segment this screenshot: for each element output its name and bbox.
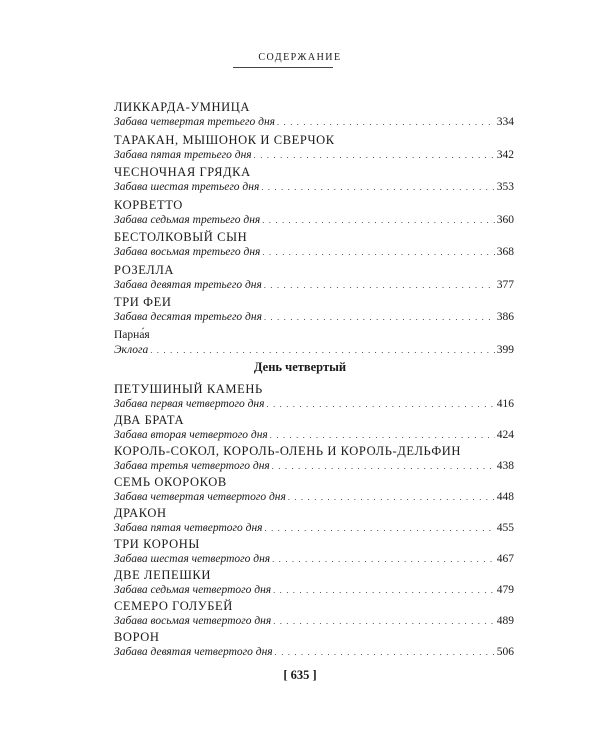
toc-entry bbox=[114, 133, 514, 166]
entry-subtitle: Забава десятая третьего дня bbox=[114, 311, 262, 323]
entry-line bbox=[114, 278, 514, 293]
toc-entry bbox=[114, 413, 514, 444]
entry-title: ЧЕСНОЧНАЯ ГРЯДКА bbox=[114, 165, 251, 179]
dot-leader bbox=[275, 645, 495, 660]
entry-line bbox=[114, 490, 514, 505]
page-number: 353 bbox=[496, 181, 514, 193]
entry-subtitle: Забава седьмая третьего дня bbox=[114, 213, 261, 226]
entry-title: ТРИ КОРОНЫ bbox=[114, 537, 200, 551]
entry-subtitle: Забава пятая третьего дня bbox=[114, 148, 252, 161]
toc-entry bbox=[114, 568, 514, 599]
dot-leader bbox=[265, 521, 495, 536]
entry-subtitle: Забава шестая третьего дня bbox=[114, 181, 260, 193]
toc-entry bbox=[114, 506, 514, 537]
toc-entry bbox=[114, 198, 514, 231]
entry-line bbox=[114, 343, 514, 358]
dot-leader bbox=[273, 614, 495, 629]
entry-subtitle: Забава четвертая четвертого дня bbox=[114, 491, 286, 503]
page-number: 438 bbox=[496, 460, 514, 472]
entry-line bbox=[114, 148, 514, 163]
toc-entry bbox=[114, 537, 514, 568]
dot-leader bbox=[288, 490, 495, 505]
dot-leader bbox=[272, 459, 495, 474]
toc-entry bbox=[114, 263, 514, 296]
dot-leader bbox=[264, 278, 495, 293]
page-number: 424 bbox=[496, 429, 514, 441]
entry-title: ЛИККАРДА-УМНИЦА bbox=[114, 100, 251, 114]
entry-subtitle: Забава вторая четвертого дня bbox=[114, 429, 268, 441]
entry-title: ДВА БРАТА bbox=[114, 413, 185, 427]
entry-title: ДРАКОН bbox=[114, 506, 167, 520]
page-number: 334 bbox=[496, 116, 514, 128]
dot-leader bbox=[261, 180, 494, 195]
page-number: 489 bbox=[496, 615, 514, 627]
page-number: 360 bbox=[496, 213, 514, 226]
entry-line bbox=[114, 614, 514, 629]
page-number: 416 bbox=[496, 398, 514, 410]
toc-entry bbox=[114, 444, 514, 475]
entry-line bbox=[114, 459, 514, 474]
entry-subtitle: Забава восьмая третьего дня bbox=[114, 246, 261, 258]
page-number: 506 bbox=[496, 646, 514, 658]
section-heading: День четвертый bbox=[253, 360, 347, 374]
entry-title: СЕМЕРО ГОЛУБЕЙ bbox=[114, 599, 233, 613]
entry-subtitle: Забава четвертая третьего дня bbox=[114, 116, 275, 128]
entry-line bbox=[114, 310, 514, 325]
entry-line bbox=[114, 521, 514, 536]
header-rule bbox=[233, 67, 333, 68]
toc-entry bbox=[114, 295, 514, 328]
toc-entry bbox=[114, 599, 514, 630]
entry-line bbox=[114, 245, 514, 260]
dot-leader bbox=[273, 583, 495, 598]
entry-title: ТАРАКАН, МЫШОНОК И СВЕРЧОК bbox=[114, 132, 335, 147]
dot-leader bbox=[262, 213, 494, 228]
dot-leader bbox=[270, 428, 495, 443]
page-number: 342 bbox=[496, 148, 514, 161]
dot-leader bbox=[150, 343, 494, 358]
dot-leader bbox=[262, 245, 494, 260]
entry-line bbox=[114, 213, 514, 228]
entry-subtitle: Эклога bbox=[114, 343, 149, 356]
entry-subtitle: Забава восьмая четвертого дня bbox=[114, 615, 272, 627]
entry-subtitle: Забава пятая четвертого дня bbox=[114, 522, 263, 534]
entry-line bbox=[114, 552, 514, 567]
toc-entry bbox=[114, 475, 514, 506]
entry-subtitle: Забава седьмая четвертого дня bbox=[114, 584, 272, 596]
entry-line bbox=[114, 115, 514, 130]
entry-line bbox=[114, 645, 514, 660]
entry-title: ТРИ ФЕИ bbox=[114, 295, 172, 309]
page-number: 467 bbox=[496, 553, 514, 565]
entry-subtitle: Забава третья четвертого дня bbox=[114, 460, 270, 472]
toc-section-day-four bbox=[114, 382, 514, 661]
entry-title: ВОРОН bbox=[114, 630, 160, 644]
toc-entry bbox=[114, 382, 514, 413]
toc-entry bbox=[114, 100, 514, 133]
entry-title: БЕСТОЛКОВЫЙ СЫН bbox=[114, 230, 248, 244]
entry-subtitle: Забава девятая третьего дня bbox=[114, 278, 262, 291]
entry-title: СЕМЬ ОКОРОКОВ bbox=[114, 475, 227, 489]
toc-section-day-three bbox=[114, 100, 514, 360]
dot-leader bbox=[266, 397, 494, 412]
entry-line bbox=[114, 397, 514, 412]
dot-leader bbox=[254, 148, 495, 163]
page-number: 377 bbox=[496, 278, 514, 291]
entry-line bbox=[114, 428, 514, 443]
entry-subtitle: Забава шестая четвертого дня bbox=[114, 553, 271, 565]
toc-entry bbox=[114, 328, 514, 361]
folio: [ 635 ] bbox=[283, 668, 317, 682]
entry-title: ПЕТУШИНЫЙ КАМЕНЬ bbox=[114, 382, 263, 396]
page-number: 455 bbox=[496, 522, 514, 534]
entry-subtitle: Забава первая четвертого дня bbox=[114, 398, 265, 410]
entry-title: ДВЕ ЛЕПЕШКИ bbox=[114, 568, 211, 582]
page-number: 479 bbox=[496, 584, 514, 596]
entry-line bbox=[114, 583, 514, 598]
running-header: СОДЕРЖАНИЕ bbox=[258, 52, 342, 63]
dot-leader bbox=[277, 115, 495, 130]
entry-title: Парна́я bbox=[114, 328, 150, 341]
page-number: 448 bbox=[496, 491, 514, 503]
entry-title: КОРОЛЬ-СОКОЛ, КОРОЛЬ-ОЛЕНЬ И КОРОЛЬ-ДЕЛЬФИН bbox=[114, 444, 462, 458]
entry-subtitle: Забава девятая четвертого дня bbox=[114, 646, 273, 658]
page-number: 368 bbox=[496, 246, 514, 258]
toc-entry bbox=[114, 230, 514, 263]
toc-entry bbox=[114, 630, 514, 661]
page-number: 399 bbox=[496, 343, 514, 356]
dot-leader bbox=[264, 310, 495, 325]
page-number: 386 bbox=[496, 311, 514, 323]
entry-title: РОЗЕЛЛА bbox=[114, 262, 175, 277]
toc-entry bbox=[114, 165, 514, 198]
entry-title: КОРВЕТТО bbox=[114, 197, 183, 212]
entry-line bbox=[114, 180, 514, 195]
dot-leader bbox=[272, 552, 495, 567]
